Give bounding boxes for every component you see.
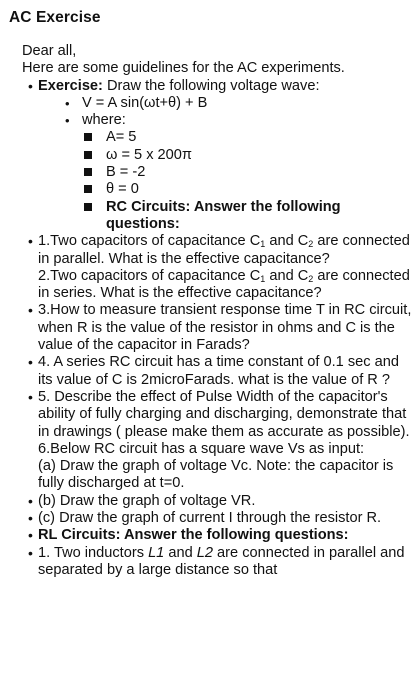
bullet-icon: • <box>28 544 33 561</box>
question-item <box>22 510 414 527</box>
param-text: A= 5 <box>106 129 137 146</box>
voltage-formula: V = A sin(ωt+θ) + B <box>82 94 208 111</box>
q3-text: 3.How to measure transient response time T in RC circuit, when R is the value of the resistor in ohms and C is the value of the capacitor in Farads? <box>38 302 412 354</box>
exercise-label: Exercise: <box>38 77 103 94</box>
where-label: where: <box>82 112 126 129</box>
square-bullet-icon <box>84 203 92 211</box>
where-item <box>22 112 414 129</box>
intro-text: Here are some guidelines for the AC experiments. <box>22 60 345 77</box>
bullet-icon: • <box>28 527 33 544</box>
formula-item <box>22 95 414 112</box>
bullet-icon: • <box>28 354 33 371</box>
q5-text: 5. Describe the effect of Pulse Width of the capacitor's ability of fully charging and discharging, demonstrate that in drawings ( please make them as accurate as possible). 6.Below RC circuit has a square wave Vs as input: <box>38 388 410 457</box>
question-item <box>22 302 414 354</box>
q1-text: 1.Two capacitors of capacitance $C_1$ and $C_2$ are connected in parallel. What is the effective capacitance? <box>38 233 410 267</box>
rc-heading-item <box>22 199 414 234</box>
rl-q1-text: 1. Two inductors L1 and L2 are connected in parallel and separated by a large distance so that <box>38 544 405 578</box>
question-item <box>22 493 414 510</box>
rl-heading-item <box>22 527 414 544</box>
param-item <box>22 129 414 146</box>
bullet-icon: • <box>28 233 33 250</box>
page-title: AC Exercise <box>9 9 101 26</box>
question-item <box>22 354 414 389</box>
q6a-text: (a) Draw the graph of voltage Vc. Note: the capacitor is fully discharged at t=0. <box>38 458 394 492</box>
exercise-text: Draw the following voltage wave: <box>102 77 320 94</box>
param-item <box>22 181 414 198</box>
square-bullet-icon <box>84 133 92 141</box>
bullet-icon: • <box>28 77 33 94</box>
bullet-icon: • <box>28 302 33 319</box>
bullet-icon: • <box>65 113 70 129</box>
param-text: ω = 5 x 200π <box>106 146 192 163</box>
bullet-icon: • <box>65 95 70 111</box>
rl-heading: RL Circuits: Answer the following questions: <box>38 527 349 544</box>
square-bullet-icon <box>84 151 92 159</box>
question-item <box>22 233 414 302</box>
question-item <box>22 389 414 493</box>
document-body <box>22 43 414 579</box>
q4-text: 4. A series RC circuit has a time constant of 0.1 sec and its value of C is 2microFarads. what is the value of R ? <box>38 354 399 388</box>
rc-heading: RC Circuits: Answer the following questions: <box>106 198 341 232</box>
square-bullet-icon <box>84 168 92 176</box>
bullet-icon: • <box>28 388 33 405</box>
greeting: Dear all, <box>22 43 77 59</box>
bullet-icon: • <box>28 492 33 509</box>
bullet-icon: • <box>28 510 33 527</box>
param-text: θ = 0 <box>106 181 139 198</box>
question-item <box>22 545 414 580</box>
q2-text: 2.Two capacitors of capacitance $C_1$ and $C_2$ are connected in series. What is the effective capacitance? <box>38 267 410 302</box>
param-text: B = -2 <box>106 164 146 181</box>
param-item <box>22 147 414 164</box>
square-bullet-icon <box>84 185 92 193</box>
param-item <box>22 164 414 181</box>
q6c-text: (c) Draw the graph of current I through the resistor R. <box>38 510 382 527</box>
exercise-item <box>22 78 414 95</box>
q6b-text: (b) Draw the graph of voltage VR. <box>38 492 256 509</box>
